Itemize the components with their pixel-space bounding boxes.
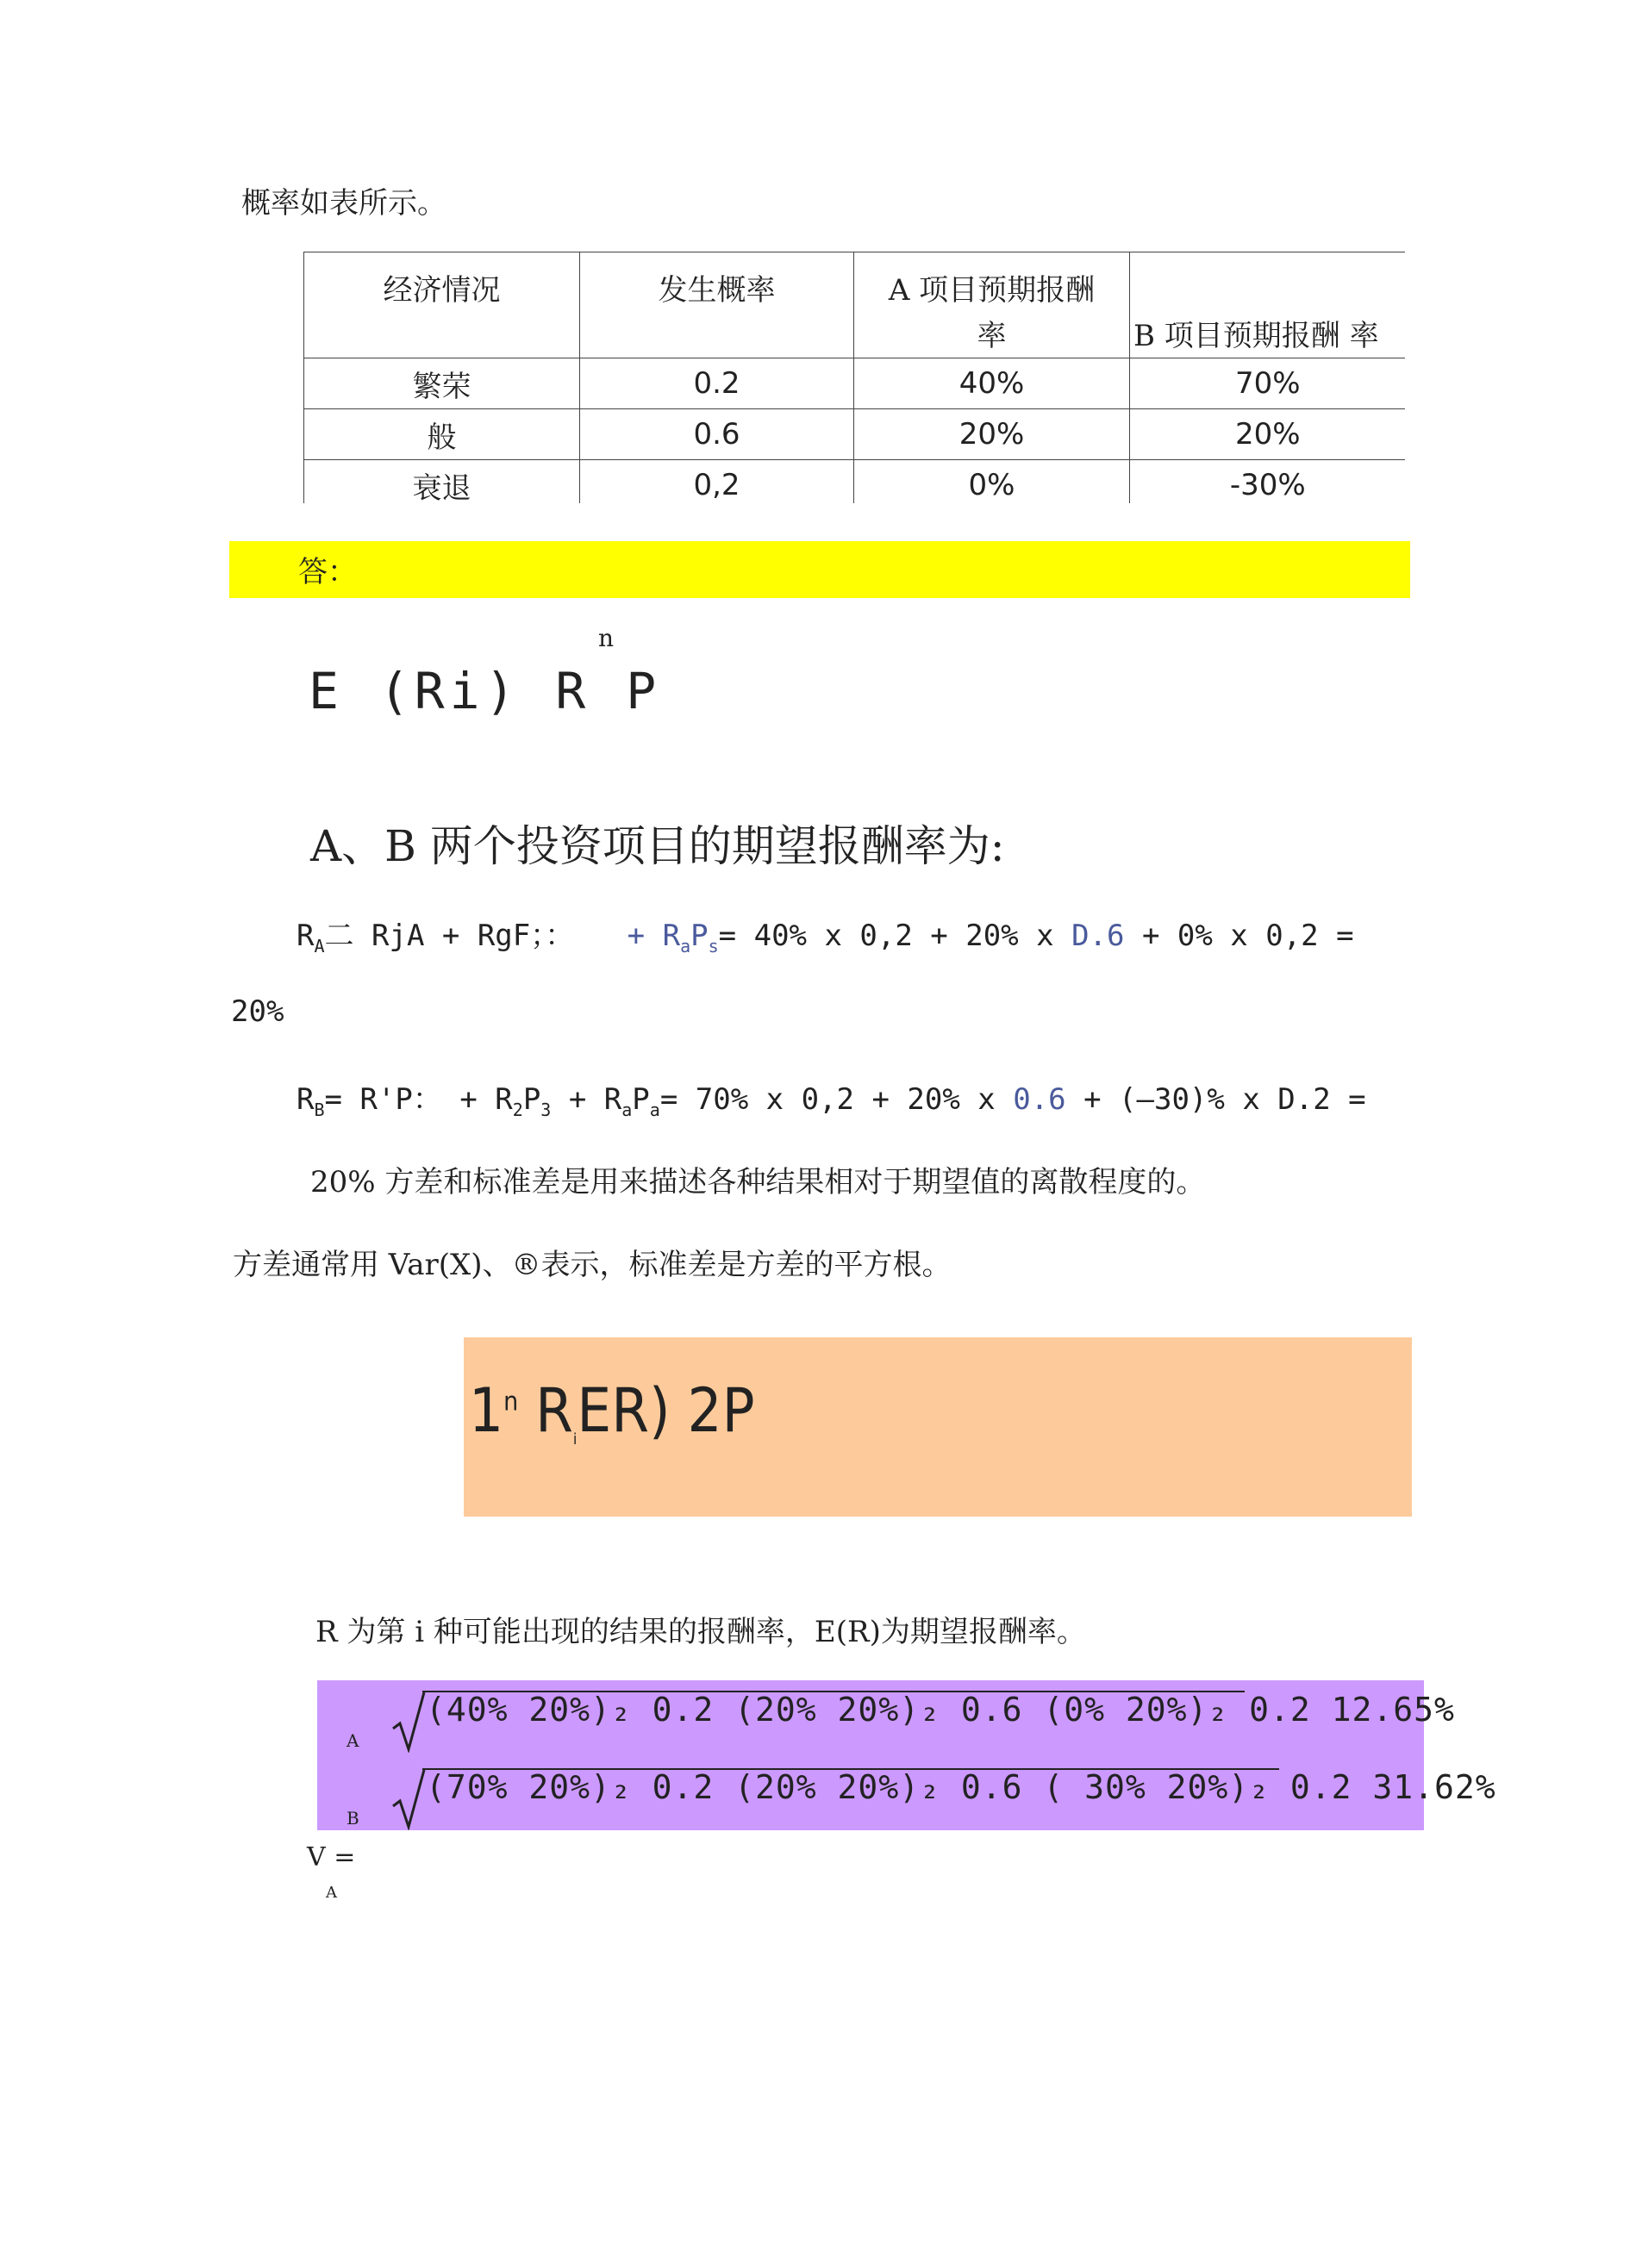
rb-p2: P [632,1082,650,1117]
cell: 20% [854,409,1130,460]
va-subscript: A [326,1884,337,1902]
variance-formula [469,1375,755,1449]
ra-part2-prefix: + R [627,919,681,953]
probability-table [303,252,1405,503]
rb-p1: P [522,1082,541,1117]
rb-part5: + (—30)% x D.2 = [1065,1082,1366,1117]
equation-ra-result: 20% [231,994,284,1029]
cell: 0.6 [580,409,854,460]
answer-highlight [229,541,1410,598]
rb-part4: 0.6 [1013,1082,1066,1117]
rb-part3: = 70% x 0,2 + 20% x [659,1082,1014,1117]
equation-ra [297,912,1354,956]
header-project-b: B 项目预期报酬 率 [1130,252,1406,358]
std-dev-a-row: (40% 20%)₂ 0.2 (20% 20%)₂ 0.6 (0% 20%)₂ 0.2 12.65% [426,1691,1455,1729]
rb-part2: + R [551,1082,622,1117]
header-project-a [854,252,1130,358]
ra-part5: + 0% x 0,2 = [1124,919,1354,953]
sigma-a-label: A [347,1730,359,1751]
cell: -30% [1130,460,1406,504]
variance-intro: 20% 方差和标准差是用来描述各种结果相对于期望值的离散程度的。 [310,1165,1206,1199]
vf-b: R [518,1375,573,1446]
cell: 20% [1130,409,1406,460]
std-dev-b-row: (70% 20%)₂ 0.2 (20% 20%)₂ 0.6 ( 30% 20%)₂ 0.2 31.62% [426,1768,1496,1806]
table-row [304,409,1406,460]
rb-part1: = R'P： + R [324,1082,513,1117]
ra-part4: D.6 [1071,919,1125,953]
vf-sup: n [503,1386,519,1418]
cell: 0,2 [580,460,854,504]
cell: 般 [304,409,580,460]
sqrt-b-icon [391,1768,426,1830]
va-label: V = [307,1842,356,1872]
variance-intro-2: 方差通常用 Var(X)、®表示，标准差是方差的平方根。 [233,1248,952,1282]
cell: 繁荣 [304,358,580,409]
equation-rb [297,1075,1366,1120]
vf-c: ER) 2P [577,1375,755,1446]
cell: 70% [1130,358,1406,409]
ra-part2-sub2: s [708,935,719,956]
cell: 0% [854,460,1130,504]
table-row [304,460,1406,504]
header-a-line1: A 项目预期报酬 [888,273,1096,308]
rb-sub4: a [649,1099,660,1120]
ra-part1: 二 RjA + RgF；： [324,919,575,953]
ra-part3: = 40% x 0,2 + 20% x [718,919,1072,953]
header-economy: 经济情况 [304,252,580,358]
ri-definition: R 为第 i 种可能出现的结果的报酬率，E(R)为期望报酬率。 [315,1615,1086,1649]
rb-symbol: R [297,1082,315,1117]
header-a-line2: 率 [977,319,1007,353]
intro-text: 概率如表所示。 [241,186,446,221]
ra-part2 [627,919,719,956]
cell: 衰退 [304,460,580,504]
vf-sub: i [572,1430,578,1449]
table-header-row [304,252,1406,358]
expected-return-formula: E (Ri) R P [309,662,662,720]
rb-sub3: a [621,1099,633,1120]
vf-a: 1 [469,1375,504,1446]
sigma-b-label: B [347,1808,359,1829]
sqrt-a-icon [391,1691,426,1753]
summation-superscript: n [598,624,615,652]
cell: 40% [854,358,1130,409]
header-probability: 发生概率 [580,252,854,358]
rb-sub2: 3 [540,1099,552,1120]
cell: 0.2 [580,358,854,409]
rb-sub1: 2 [512,1099,523,1120]
answer-label: 答： [298,555,357,589]
ab-heading: A、B 两个投资项目的期望报酬率为: [310,821,1005,871]
rb-subscript: B [314,1099,325,1120]
ra-subscript: A [314,935,325,956]
table-row [304,358,1406,409]
ra-part2-sub1: a [680,935,691,956]
ra-part2-p: P [690,919,709,953]
ra-symbol: R [297,919,315,953]
